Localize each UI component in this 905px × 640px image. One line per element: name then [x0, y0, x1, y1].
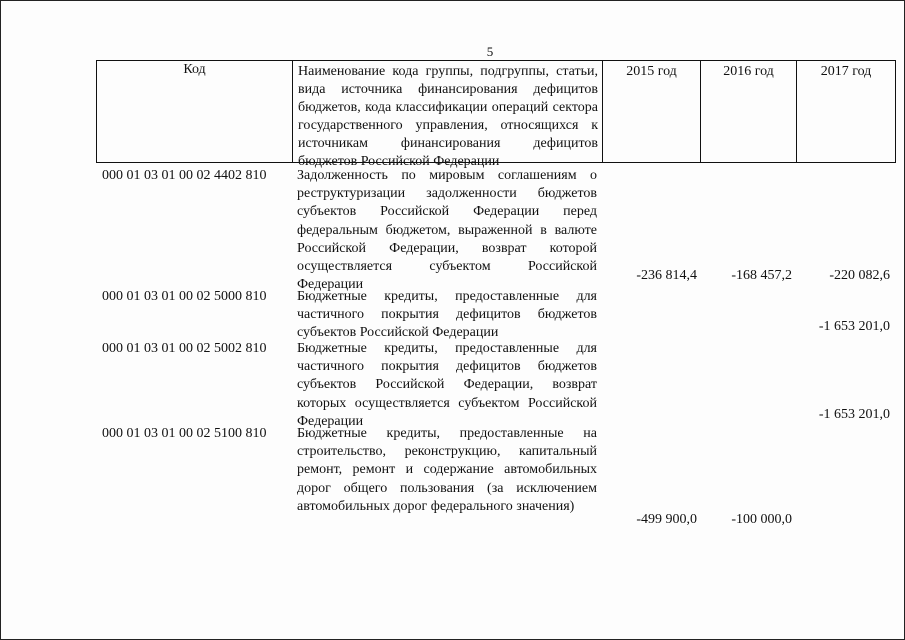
header-name: Наименование кода группы, подгруппы, статьи, вида источника финансирования дефицитов бюджетов, кода классификации операций сектора государственного управления, относящихся к источникам финансирования дефицитов бюджетов Российской Федерации	[292, 60, 602, 163]
row-code: 000 01 03 01 00 02 5100 810	[102, 426, 267, 441]
row-value-2016: -168 457,2	[731, 268, 792, 283]
row-name: Бюджетные кредиты, предоставленные для частичного покрытия дефицитов бюджетов субъектов Российской Федерации, возврат которых осуществляется субъектом Российской Федерации	[297, 341, 597, 429]
row-value-2017: -220 082,6	[829, 268, 890, 283]
table-row	[0, 167, 905, 293]
row-name: Бюджетные кредиты, предоставленные для частичного покрытия дефицитов бюджетов субъектов Российской Федерации	[297, 289, 597, 341]
table-row	[0, 288, 905, 342]
header-year-2015: 2015 год	[602, 60, 700, 163]
table-row	[0, 425, 905, 535]
row-value-2017: -1 653 201,0	[818, 319, 890, 334]
row-name: Задолженность по мировым соглашениям о реструктуризации задолженности бюджетов субъектов Российской Федерации перед федеральным бюджетом, выраженной в валюте Российской Федерации, возврат которой осуществляется субъектом Российской Федерации	[297, 168, 597, 293]
row-name: Бюджетные кредиты, предоставленные на строительство, реконструкцию, капитальный ремонт, ремонт и содержание автомобильных дорог общего пользования (за исключением автомобильных дорог федерального значения)	[297, 426, 597, 514]
row-value-2017: -1 653 201,0	[818, 407, 890, 422]
row-value-2015: -499 900,0	[636, 512, 697, 527]
row-code: 000 01 03 01 00 02 5000 810	[102, 289, 267, 304]
header-year-2016: 2016 год	[700, 60, 796, 163]
table-row	[0, 340, 905, 430]
row-code: 000 01 03 01 00 02 4402 810	[102, 168, 267, 183]
row-value-2016: -100 000,0	[731, 512, 792, 527]
row-value-2015: -236 814,4	[636, 268, 697, 283]
header-year-2017: 2017 год	[796, 60, 896, 163]
page-number: 5	[486, 44, 494, 59]
row-code: 000 01 03 01 00 02 5002 810	[102, 341, 267, 356]
header-code: Код	[96, 60, 292, 163]
